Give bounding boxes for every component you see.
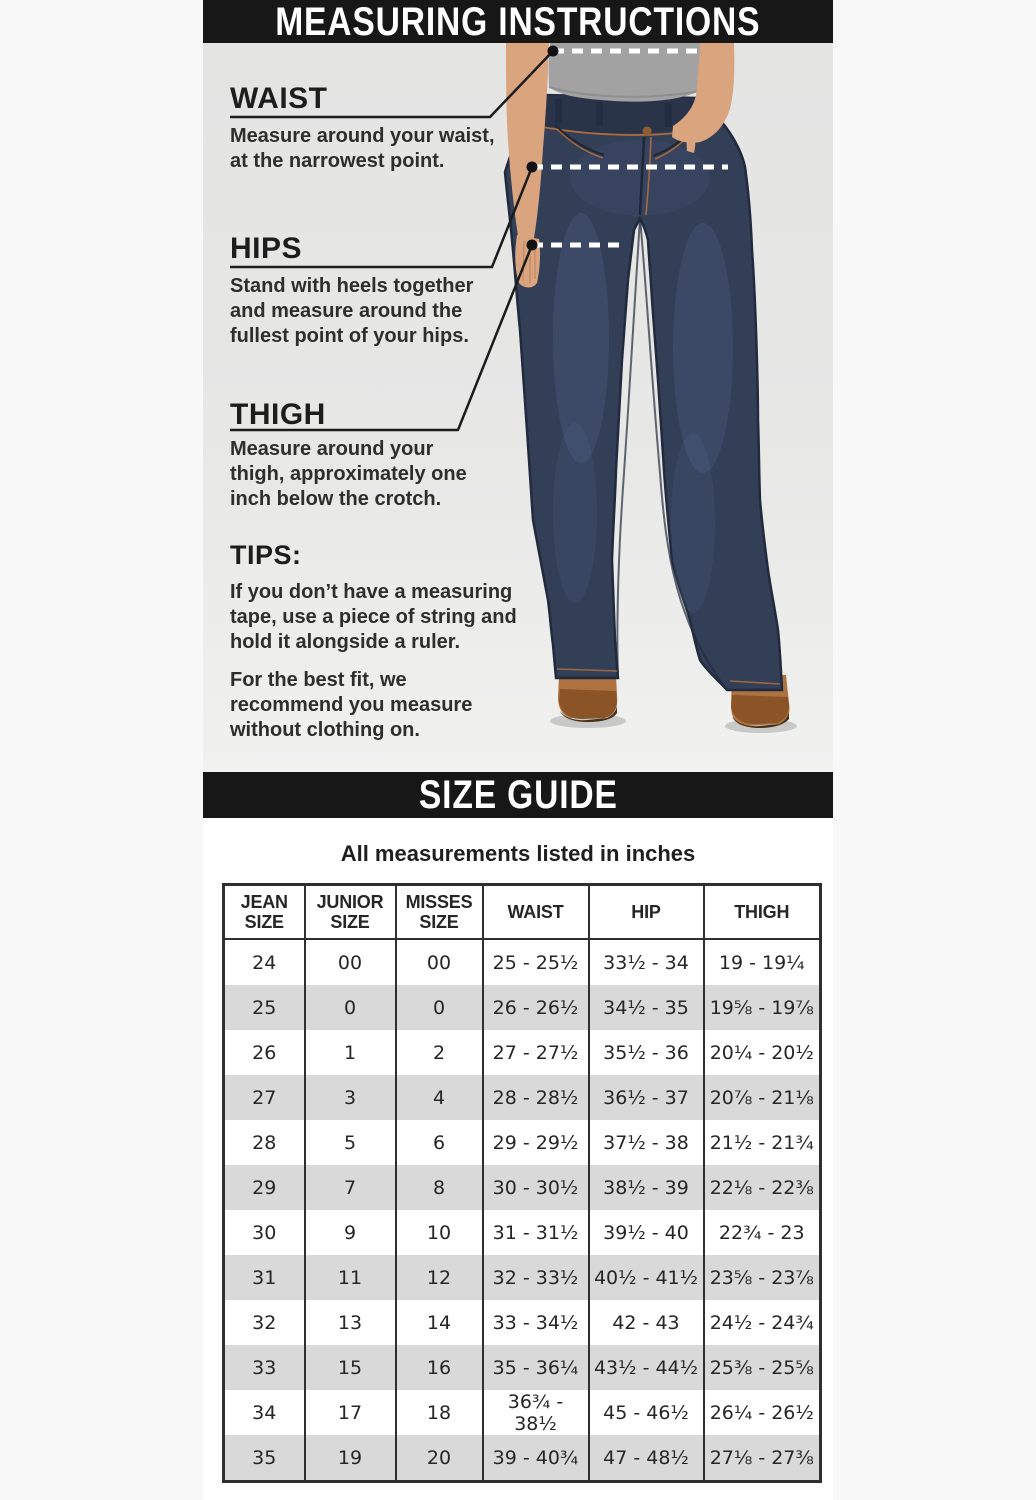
- size-table-cell: 25: [224, 985, 305, 1030]
- size-table-cell: 23⅝ - 23⅞: [704, 1255, 821, 1300]
- size-table-cell: 13: [305, 1300, 396, 1345]
- size-table-cell: 20: [396, 1435, 483, 1482]
- size-table-cell: 19: [305, 1435, 396, 1482]
- hips-instructions: Stand with heels together and measure around the fullest point of your hips.: [230, 275, 474, 347]
- size-table-row: [224, 1255, 821, 1300]
- size-table-cell: 31 - 31½: [483, 1210, 589, 1255]
- size-table-cell: 2: [396, 1030, 483, 1075]
- size-table-cell: 45 - 46½: [589, 1390, 704, 1435]
- measuring-instructions-title: MEASURING INSTRUCTIONS: [275, 0, 761, 44]
- size-table-cell: 9: [305, 1210, 396, 1255]
- size-table-cell: 30: [224, 1210, 305, 1255]
- size-table-cell: 33 - 34½: [483, 1300, 589, 1345]
- size-table-cell: 32 - 33½: [483, 1255, 589, 1300]
- measuring-instructions-bar: [203, 0, 833, 43]
- size-guide-title: SIZE GUIDE: [418, 773, 618, 817]
- size-table-cell: 20⅞ - 21⅛: [704, 1075, 821, 1120]
- size-table: [222, 883, 822, 1483]
- size-table-cell: 22⅛ - 22⅜: [704, 1165, 821, 1210]
- tips-paragraph-2: For the best fit, we recommend you measure without clothing on.: [230, 669, 473, 741]
- size-table-row: [224, 1390, 821, 1435]
- size-table-cell: 7: [305, 1165, 396, 1210]
- size-table-cell: 27 - 27½: [483, 1030, 589, 1075]
- size-table-cell: 33: [224, 1345, 305, 1390]
- size-table-cell: 00: [396, 939, 483, 985]
- size-table-row: [224, 1165, 821, 1210]
- size-table-cell: 47 - 48½: [589, 1435, 704, 1482]
- thigh-instructions: Measure around your thigh, approximately one inch below the crotch.: [230, 438, 467, 510]
- size-table-cell: 5: [305, 1120, 396, 1165]
- size-table-cell: 31: [224, 1255, 305, 1300]
- size-table-cell: 14: [396, 1300, 483, 1345]
- size-table-header-cell: MISSES SIZE: [396, 885, 483, 940]
- size-table-cell: 34½ - 35: [589, 985, 704, 1030]
- size-table-cell: 35 - 36¼: [483, 1345, 589, 1390]
- size-table-cell: 3: [305, 1075, 396, 1120]
- size-table-cell: 36¾ - 38½: [483, 1390, 589, 1435]
- size-table-cell: 19⅝ - 19⅞: [704, 985, 821, 1030]
- size-table-cell: 37½ - 38: [589, 1120, 704, 1165]
- size-table-row: [224, 1210, 821, 1255]
- size-table-cell: 1: [305, 1030, 396, 1075]
- size-table-cell: 8: [396, 1165, 483, 1210]
- size-table-body: [224, 939, 821, 1482]
- size-table-cell: 20¼ - 20½: [704, 1030, 821, 1075]
- size-table-cell: 32: [224, 1300, 305, 1345]
- size-table-cell: 4: [396, 1075, 483, 1120]
- size-table-header-cell: THIGH: [704, 885, 821, 940]
- size-guide-bar: [203, 772, 833, 818]
- size-table-cell: 36½ - 37: [589, 1075, 704, 1120]
- size-table-row: [224, 1345, 821, 1390]
- size-table-cell: 0: [396, 985, 483, 1030]
- size-table-header: [224, 885, 821, 940]
- size-table-cell: 0: [305, 985, 396, 1030]
- tips-paragraph-1: If you don’t have a measuring tape, use a piece of string and hold it alongside a ruler.: [230, 581, 517, 653]
- size-table-cell: 39 - 40¾: [483, 1435, 589, 1482]
- size-table-cell: 6: [396, 1120, 483, 1165]
- size-table-header-cell: JUNIOR SIZE: [305, 885, 396, 940]
- size-table-cell: 35½ - 36: [589, 1030, 704, 1075]
- size-table-row: [224, 1120, 821, 1165]
- size-table-cell: 16: [396, 1345, 483, 1390]
- size-table-cell: 29: [224, 1165, 305, 1210]
- size-table-cell: 25⅜ - 25⅝: [704, 1345, 821, 1390]
- hips-heading: HIPS: [230, 232, 303, 265]
- size-table-cell: 27⅛ - 27⅜: [704, 1435, 821, 1482]
- size-table-cell: 17: [305, 1390, 396, 1435]
- size-table-row: [224, 1030, 821, 1075]
- size-table-cell: 39½ - 40: [589, 1210, 704, 1255]
- waist-instructions: Measure around your waist, at the narrowest point.: [230, 125, 495, 172]
- size-table-cell: 19 - 19¼: [704, 939, 821, 985]
- size-table-cell: 43½ - 44½: [589, 1345, 704, 1390]
- size-table-cell: 25 - 25½: [483, 939, 589, 985]
- size-table-cell: 10: [396, 1210, 483, 1255]
- size-table-cell: 18: [396, 1390, 483, 1435]
- tips-heading: TIPS:: [230, 540, 302, 570]
- size-table-row: [224, 1300, 821, 1345]
- size-table-cell: 24: [224, 939, 305, 985]
- size-table-cell: 26: [224, 1030, 305, 1075]
- size-table-cell: 30 - 30½: [483, 1165, 589, 1210]
- size-table-row: [224, 1435, 821, 1482]
- size-table-header-cell: JEAN SIZE: [224, 885, 305, 940]
- size-table-cell: 29 - 29½: [483, 1120, 589, 1165]
- size-table-cell: 26¼ - 26½: [704, 1390, 821, 1435]
- size-table-header-cell: WAIST: [483, 885, 589, 940]
- size-table-cell: 11: [305, 1255, 396, 1300]
- size-table-cell: 26 - 26½: [483, 985, 589, 1030]
- size-table-row: [224, 939, 821, 985]
- jeans-button: [643, 127, 652, 136]
- size-table-cell: 34: [224, 1390, 305, 1435]
- size-table-cell: 33½ - 34: [589, 939, 704, 985]
- units-note: All measurements listed in inches: [340, 841, 696, 866]
- size-table-cell: 40½ - 41½: [589, 1255, 704, 1300]
- size-table-header-cell: HIP: [589, 885, 704, 940]
- size-table-cell: 42 - 43: [589, 1300, 704, 1345]
- size-table-cell: 12: [396, 1255, 483, 1300]
- size-table-header-row: [224, 885, 821, 940]
- size-table-row: [224, 985, 821, 1030]
- size-table-cell: 21½ - 21¾: [704, 1120, 821, 1165]
- size-table-cell: 27: [224, 1075, 305, 1120]
- size-table-cell: 00: [305, 939, 396, 985]
- thigh-heading: THIGH: [230, 398, 326, 431]
- waist-heading: WAIST: [230, 82, 328, 115]
- size-table-cell: 22¾ - 23: [704, 1210, 821, 1255]
- size-table-row: [224, 1075, 821, 1120]
- size-table-cell: 38½ - 39: [589, 1165, 704, 1210]
- size-table-cell: 35: [224, 1435, 305, 1482]
- size-table-cell: 28 - 28½: [483, 1075, 589, 1120]
- jeans: [505, 95, 782, 690]
- size-table-cell: 24½ - 24¾: [704, 1300, 821, 1345]
- size-table-cell: 28: [224, 1120, 305, 1165]
- size-table-cell: 15: [305, 1345, 396, 1390]
